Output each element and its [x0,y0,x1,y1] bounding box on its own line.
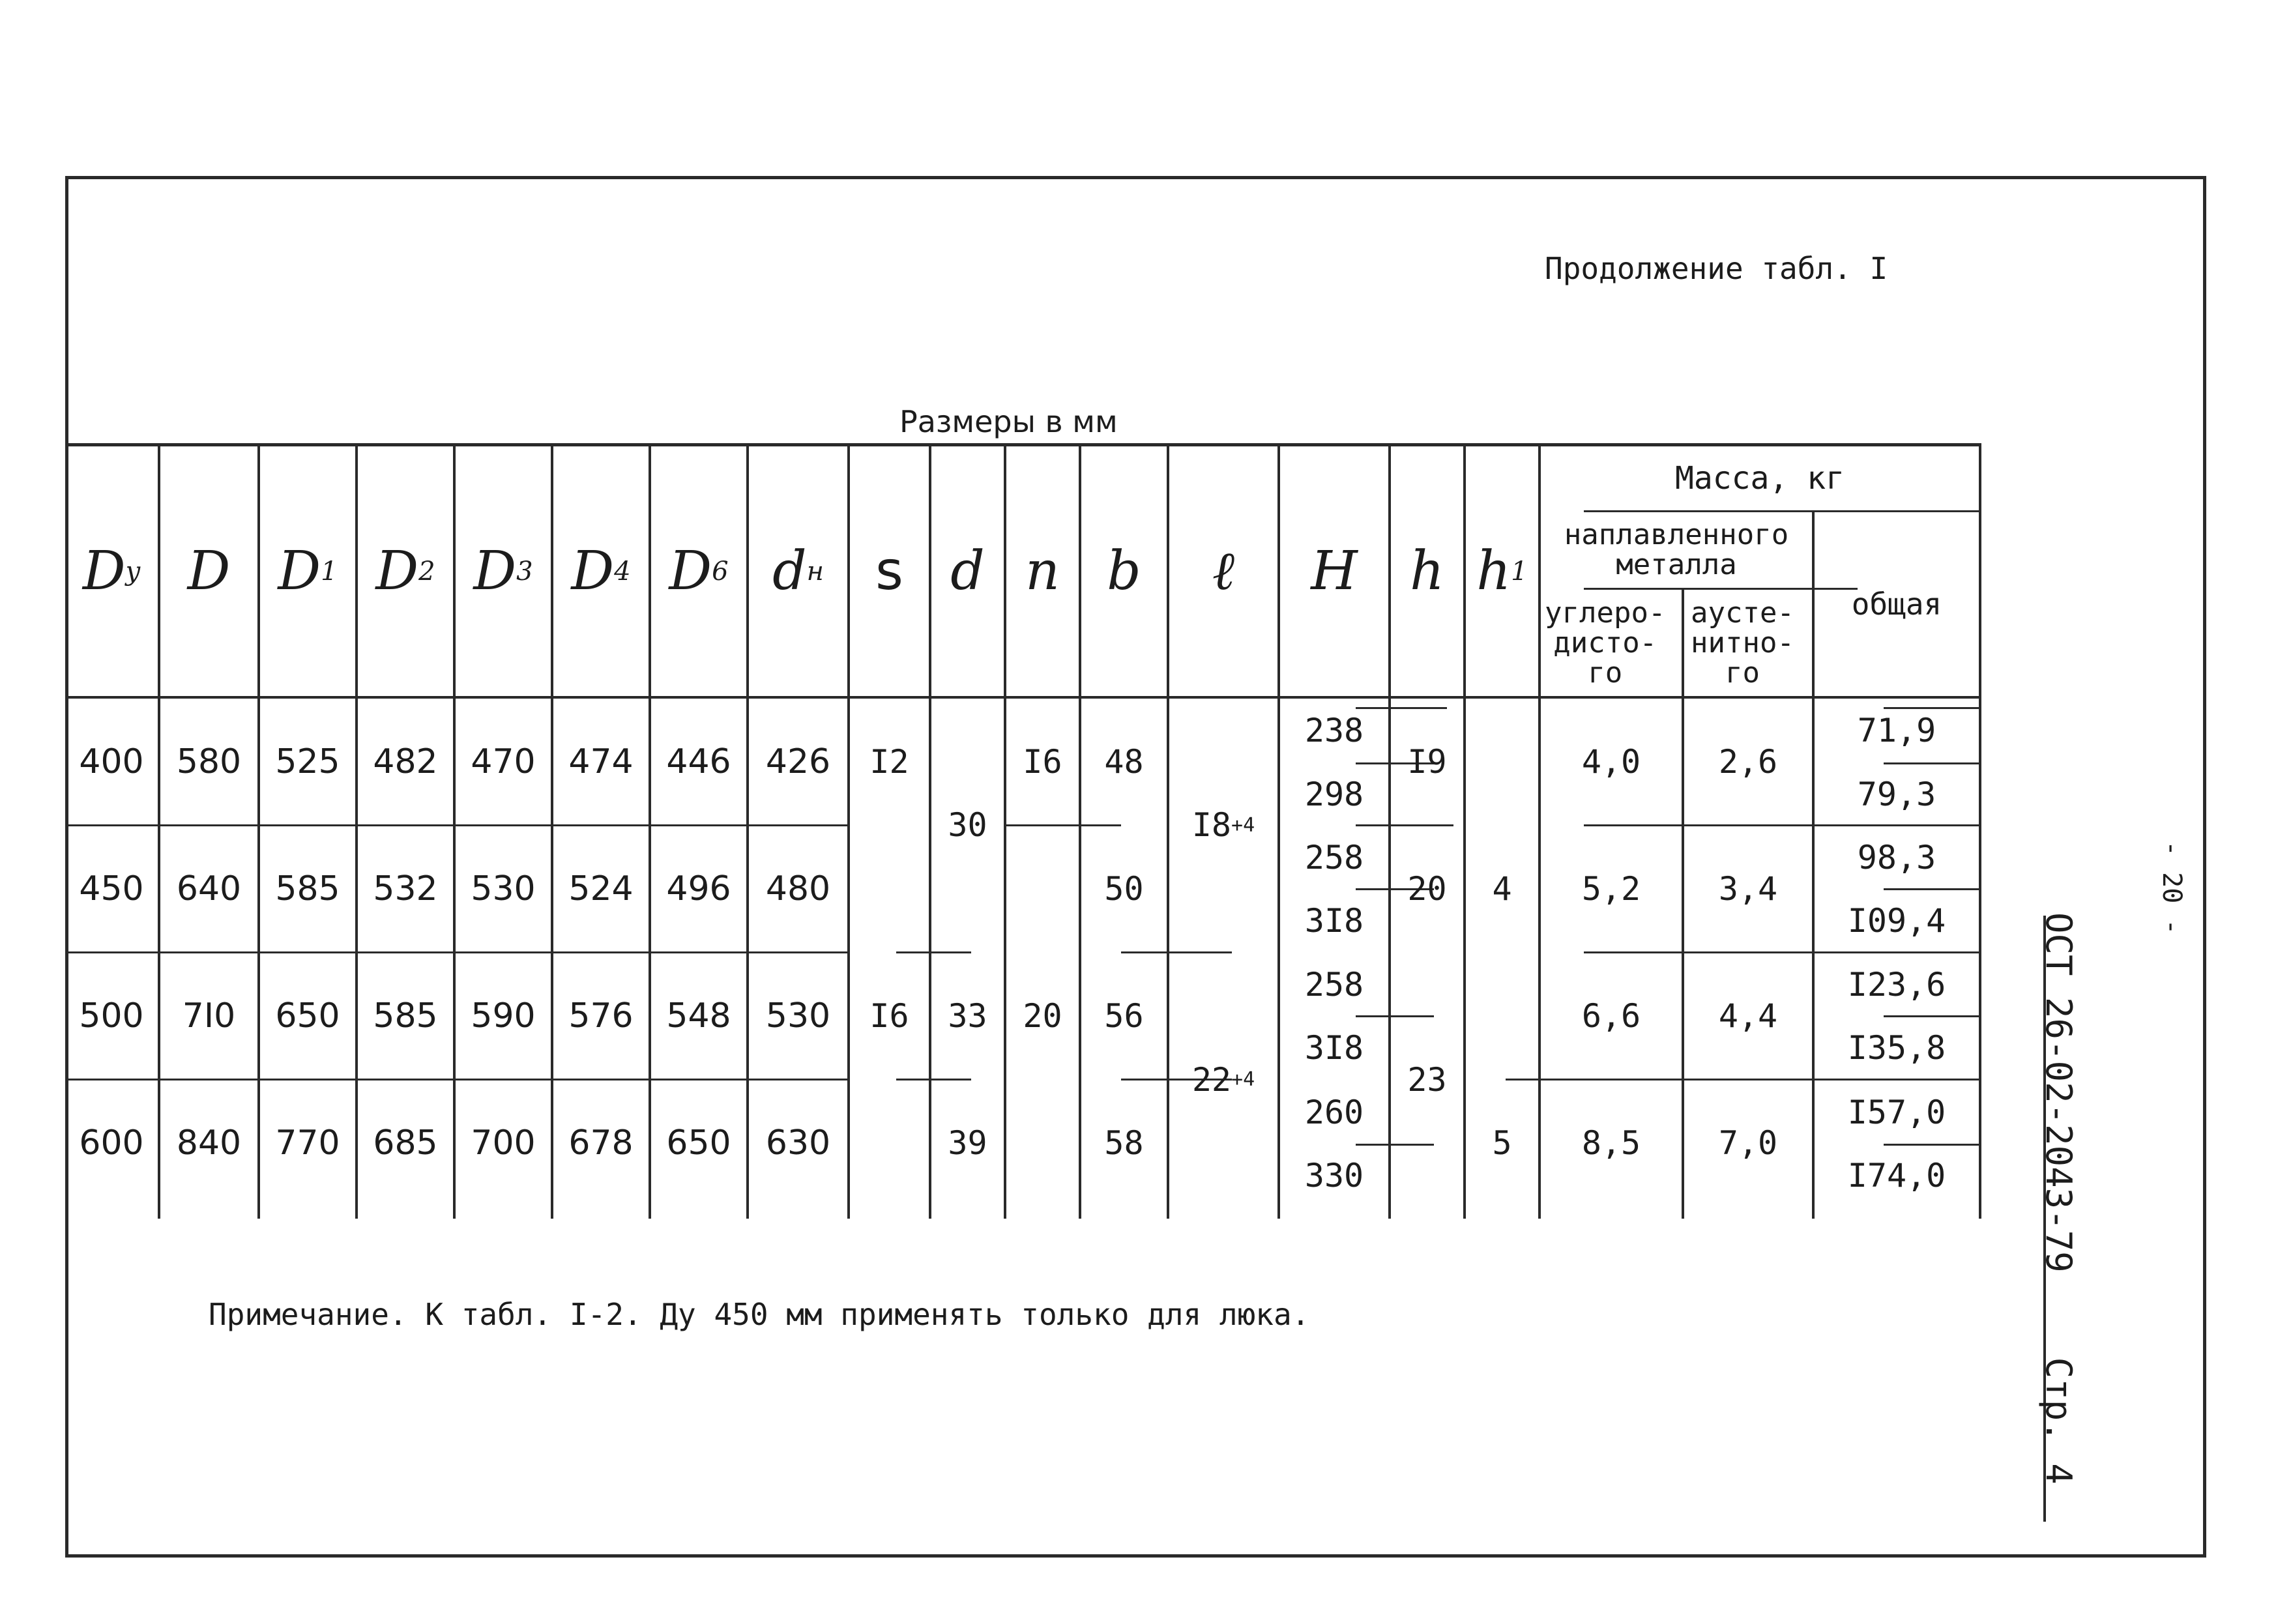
header-h: h [1410,540,1444,602]
header-s: s [875,540,903,602]
table-cell-d: 580 [176,742,242,781]
table-cell-total: I74,0 [1847,1157,1946,1195]
header-d6: D 6 [669,540,729,602]
table-cell-d2: 685 [373,1124,438,1163]
header-d-outer: D [187,540,231,602]
table-cell-b: 50 [1104,870,1144,908]
table-cell-h-upper: 3I8 [1304,902,1364,940]
table-cell-d3: 590 [471,996,536,1036]
header-d4: D 4 [571,540,631,602]
table-cell-carbon: 5,2 [1581,870,1641,908]
table-cell-d6: 446 [666,742,731,781]
table-cell-dy: 500 [79,996,144,1036]
dimensions-table [65,443,1981,1219]
table-cell-l: 22 +4 [1191,1060,1255,1099]
sheet-number: Стр. 4 [2038,1357,2079,1485]
table-cell-n: I6 [1023,742,1062,781]
table-continuation-label: Продолжение табл. I [1545,251,1888,286]
table-cell-dn: 480 [765,869,831,908]
header-h1: h 1 [1476,540,1528,602]
table-cell-total: I09,4 [1847,902,1946,940]
table-note: Примечание. К табл. I-2. Ду 450 мм применять только для люка. [209,1297,1310,1332]
table-cell-s: I2 [869,742,909,781]
header-d-hole: d [950,540,985,602]
table-cell-dy: 600 [79,1124,144,1163]
table-cell-carbon: 8,5 [1581,1124,1641,1162]
header-austenitic-steel: аусте- нитно- го [1691,596,1794,689]
header-deposited-metal: наплавленного металла [1564,518,1789,581]
table-cell-d: 640 [176,869,242,908]
header-d2: D 2 [375,540,435,602]
table-cell-d3: 700 [471,1124,536,1163]
table-cell-d6: 496 [666,869,731,908]
table-cell-austenitic: 2,6 [1718,742,1778,781]
table-cell-dn: 530 [765,996,831,1036]
table-cell-d-hole: 33 [948,997,987,1035]
table-cell-d: 840 [176,1124,242,1163]
table-cell-d4: 678 [568,1124,634,1163]
document-designation: ОСТ 26-02-2043-79 [2038,912,2079,1273]
table-cell-d2: 482 [373,742,438,781]
table-cell-total: 79,3 [1857,776,1936,813]
table-cell-d3: 470 [471,742,536,781]
header-l: ℓ [1212,540,1235,602]
header-mass: Масса, кг [1674,460,1845,497]
table-cell-s: I6 [869,997,909,1035]
header-b: b [1107,540,1141,602]
table-cell-carbon: 6,6 [1581,997,1641,1035]
table-cell-h-upper: 260 [1304,1093,1364,1131]
table-right-border [1979,443,1981,1219]
header-total-mass: общая [1851,587,1942,622]
table-cell-dy: 400 [79,742,144,781]
table-cell-h-upper: 330 [1304,1157,1364,1195]
header-h-upper: H [1311,540,1358,602]
table-cell-austenitic: 4,4 [1718,997,1778,1035]
table-cell-dn: 426 [765,742,831,781]
table-cell-carbon: 4,0 [1581,742,1641,781]
table-cell-d3: 530 [471,869,536,908]
table-cell-d1: 585 [275,869,340,908]
table-cell-h-upper: 298 [1304,776,1364,813]
table-cell-d4: 474 [568,742,634,781]
table-cell-l: I8 +4 [1191,806,1255,844]
table-cell-h-upper: 258 [1304,838,1364,877]
header-dy: D y [82,540,141,602]
table-cell-dn: 630 [765,1124,831,1163]
document-designation-block [2040,912,2118,1564]
header-n: n [1025,540,1060,602]
table-cell-b: 48 [1104,742,1144,781]
table-cell-total: I23,6 [1847,965,1946,1004]
header-dn: d н [772,540,824,602]
table-cell-austenitic: 7,0 [1718,1124,1778,1162]
table-cell-total: I57,0 [1847,1093,1946,1131]
table-cell-total: 98,3 [1857,838,1936,877]
dimensions-units-label: Размеры в мм [899,404,1118,439]
table-cell-d4: 524 [568,869,634,908]
table-cell-d6: 548 [666,996,731,1036]
table-cell-h: I9 [1407,742,1447,781]
table-cell-h-upper: 258 [1304,965,1364,1004]
header-carbon-steel: углеро- дисто- го [1545,596,1666,689]
table-cell-dy: 450 [79,869,144,908]
table-cell-h: 20 [1407,870,1447,908]
header-d3: D 3 [473,540,533,602]
table-cell-d: 7I0 [182,996,236,1036]
table-cell-austenitic: 3,4 [1718,870,1778,908]
table-cell-d-hole: 39 [948,1124,987,1162]
table-cell-total: I35,8 [1847,1029,1946,1067]
table-cell-d2: 585 [373,996,438,1036]
table-cell-d1: 650 [275,996,340,1036]
table-cell-d2: 532 [373,869,438,908]
table-cell-h-upper: 238 [1304,712,1364,749]
table-cell-h1: 4 [1492,869,1512,908]
header-d1: D 1 [278,540,338,602]
table-cell-d1: 770 [275,1124,340,1163]
table-cell-total: 71,9 [1857,712,1936,749]
table-cell-d4: 576 [568,996,634,1036]
table-cell-d1: 525 [275,742,340,781]
table-cell-n: 20 [1023,997,1062,1035]
table-cell-b: 58 [1104,1124,1144,1162]
table-cell-h: 23 [1407,1060,1447,1099]
table-cell-d6: 650 [666,1124,731,1163]
table-cell-h-upper: 3I8 [1304,1029,1364,1067]
table-cell-b: 56 [1104,997,1144,1035]
page-number: - 20 - [2157,841,2187,935]
table-cell-d-hole: 30 [948,806,987,844]
table-cell-h1: 5 [1492,1124,1512,1162]
